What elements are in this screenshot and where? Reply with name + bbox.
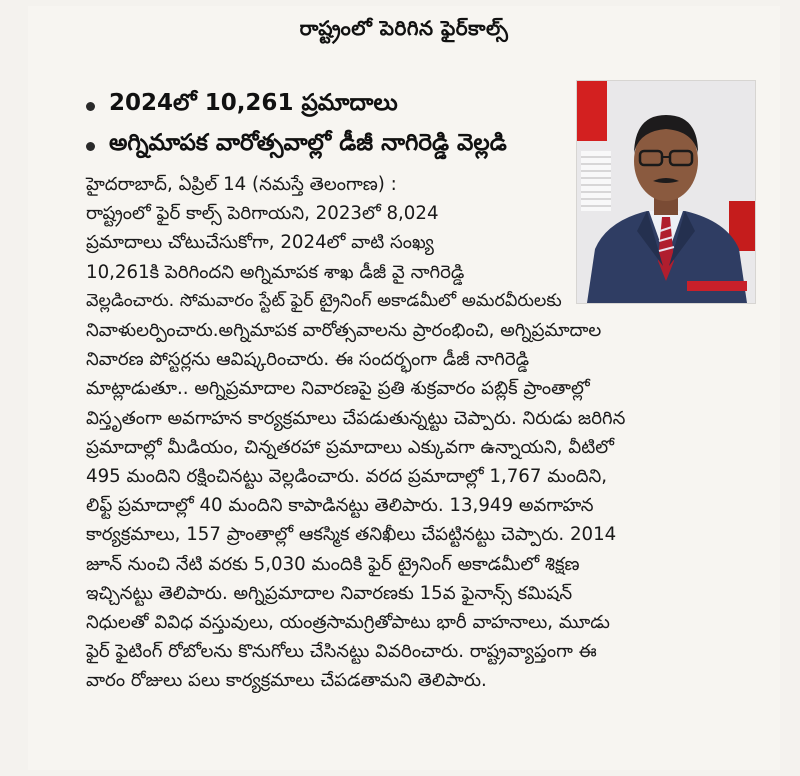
body-line: రాష్ట్రంలో ఫైర్ కాల్స్ పెరిగాయని, 2023లో 8,024	[86, 203, 439, 224]
body-line: జూన్ నుంచి నేటి వరకు 5,030 మందికి ఫైర్ ట్రైనింగ్ అకాడమీలో శిక్షణ	[86, 554, 580, 575]
news-clipping	[28, 6, 780, 770]
body-line: ఇచ్చినట్టు తెలిపారు. అగ్నిప్రమాదాల నివారణకు 15వ ఫైనాన్స్ కమిషన్	[86, 583, 573, 604]
body-line: లిఫ్ట్ ప్రమాదాల్లో 40 మందిని కాపాడినట్టు తెలిపారు. 13,949 అవగాహన	[86, 495, 594, 516]
body-line: నివారణ పోస్టర్లను ఆవిష్కరించారు. ఈ సందర్భంగా డీజీ నాగిరెడ్డి	[86, 349, 530, 370]
body-line: 495 మందిని రక్షించినట్టు వెల్లడించారు. వరద ప్రమాదాల్లో 1,767 మందిని,	[86, 466, 608, 487]
body-line: మాట్లాడుతూ.. అగ్నిప్రమాదాల నివారణపై ప్రతి శుక్రవారం పబ్లిక్ ప్రాంతాల్లో	[86, 378, 590, 399]
bullet-text: అగ్నిమాపక వారోత్సవాల్లో డీజీ నాగిరెడ్డి వెల్లడి	[109, 130, 507, 156]
body-line: నిధులతో వివిధ వస్తువులు, యంత్రసామగ్రితోపాటు భారీ వాహనాలు, మూడు	[86, 612, 610, 633]
headline: రాష్ట్రంలో పెరిగిన ఫైర్‌కాల్స్	[299, 16, 509, 40]
body-line: నివాళులర్పించారు.అగ్నిమాపక వారోత్సవాలను ప్రారంభించి, అగ్నిప్రమాదాల	[86, 320, 602, 341]
bullet-point-2	[86, 130, 507, 162]
body-line: 10,261కి పెరిగిందని అగ్నిమాపక శాఖ డీజీ వై నాగిరెడ్డి	[86, 262, 465, 283]
body-line: హైదరాబాద్, ఏప్రిల్ 14 (నమస్తే తెలంగాణ) :	[86, 174, 397, 195]
body-line: విస్తృతంగా అవగాహన కార్యక్రమాలు చేపడుతున్నట్టు చెప్పారు. నిరుడు జరిగిన	[86, 408, 626, 429]
body-line: వారం రోజులు పలు కార్యక్రమాలు చేపడతామని తెలిపారు.	[86, 670, 487, 691]
bullet-dot-icon	[86, 102, 95, 111]
bullet-point-1	[86, 90, 398, 122]
person-portrait-icon	[577, 81, 755, 303]
bullet-dot-icon	[86, 142, 95, 151]
body-line: ప్రమాదాల్లో మీడియం, చిన్నతరహా ప్రమాదాలు ఎక్కువగా ఉన్నాయని, వీటిలో	[86, 437, 614, 458]
body-line: కార్యక్రమాలు, 157 ప్రాంతాల్లో ఆకస్మిక తనిఖీలు చేపట్టినట్టు చెప్పారు. 2014	[86, 524, 617, 545]
bullet-text: 2024లో 10,261 ప్రమాదాలు	[109, 90, 398, 116]
body-line: ప్రమాదాలు చోటుచేసుకోగా, 2024లో వాటి సంఖ్య	[86, 232, 434, 253]
body-line: ఫైర్ ఫైటింగ్ రోబోలను కొనుగోలు చేసినట్టు వివరించారు. రాష్ట్రవ్యాప్తంగా ఈ	[86, 641, 597, 662]
body-line: వెల్లడించారు. సోమవారం స్టేట్ ఫైర్ ట్రైనింగ్ అకాడమీలో అమరవీరులకు	[86, 291, 562, 311]
official-photo	[576, 80, 756, 304]
